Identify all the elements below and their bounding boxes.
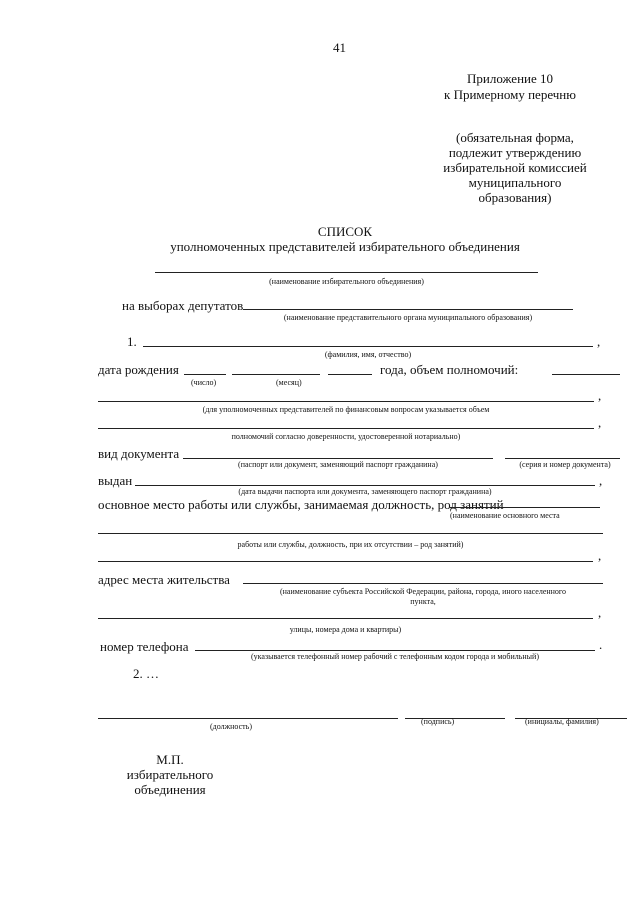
comma-5: , (598, 548, 602, 563)
elections-line (243, 309, 573, 310)
doc-series-line (505, 458, 620, 459)
doc-caption: (паспорт или документ, заменяющий паспорт гражданина) (238, 460, 438, 469)
initials-caption: (инициалы, фамилия) (525, 717, 599, 726)
stamp-line-3: объединения (134, 782, 206, 797)
document-subtitle: уполномоченных представителей избирательного объединения (170, 239, 520, 254)
note-line-3: избирательной комиссией (443, 160, 587, 175)
phone-label: номер телефона (100, 639, 189, 654)
position-line (98, 718, 398, 719)
appendix-subtitle: к Примерному перечню (444, 87, 576, 102)
powers-caption-1: (для уполномоченных представителей по финансовым вопросам указывается объем (202, 405, 490, 414)
birth-month-line (232, 374, 320, 375)
powers-line-2 (98, 401, 594, 402)
issued-label: выдан (98, 473, 133, 488)
doc-type-line (183, 458, 493, 459)
stamp-line-2: избирательного (126, 767, 214, 782)
series-caption: (серия и номер документа) (519, 460, 611, 469)
comma-6: , (598, 605, 602, 620)
association-caption: (наименование избирательного объединения) (269, 277, 424, 286)
association-line (155, 272, 538, 273)
page-number: 41 (333, 40, 346, 55)
year-label: года, объем полномочий: (380, 362, 519, 377)
elections-caption: (наименование представительного органа муниципального образования) (283, 313, 533, 322)
position-caption: (должность) (210, 722, 252, 731)
birth-day-line (184, 374, 226, 375)
comma-1: , (597, 334, 601, 349)
work-label: основное место работы или службы, занимаемая должность, род занятий (98, 497, 504, 512)
work-line-1 (98, 533, 603, 534)
document-title: СПИСОК (317, 224, 373, 239)
entry-number-2: 2. … (133, 666, 159, 681)
address-caption-1: (наименование субъекта Российской Федерации, района, города, иного населенного (279, 587, 567, 596)
stamp-mp: М.П. (156, 752, 184, 767)
name-caption: (фамилия, имя, отчество) (324, 350, 412, 359)
appendix-title: Приложение 10 (466, 71, 554, 86)
doc-label: вид документа (98, 446, 180, 461)
note-line-4: муниципального (468, 175, 562, 190)
address-label: адрес места жительства (98, 572, 230, 587)
note-line-5: образования) (478, 190, 552, 205)
phone-caption: (указывается телефонный номер рабочий с телефонным кодом города и мобильный) (250, 652, 539, 661)
address-caption-3: улицы, номера дома и квартиры) (289, 625, 402, 634)
elections-label: на выборах депутатов (122, 298, 244, 313)
comma-2: , (598, 388, 602, 403)
powers-line-1 (552, 374, 620, 375)
day-caption: (число) (191, 378, 217, 387)
issued-caption: (дата выдачи паспорта или документа, заменяющего паспорт гражданина) (238, 487, 492, 496)
name-line (143, 346, 593, 347)
comma-4: , (599, 473, 603, 488)
sign-caption: (подпись) (421, 717, 455, 726)
birth-year-line (328, 374, 372, 375)
period-1: . (599, 637, 603, 652)
work-caption-1: (наименование основного места (450, 511, 560, 520)
sign-line (405, 718, 505, 719)
address-line-1 (243, 583, 603, 584)
address-line-0 (98, 561, 593, 562)
note-line-1: (обязательная форма, (456, 130, 574, 145)
note-line-2: подлежит утверждению (448, 145, 582, 160)
month-caption: (месяц) (276, 378, 302, 387)
birth-label: дата рождения (98, 362, 179, 377)
issued-line (135, 485, 595, 486)
work-caption-2: работы или службы, должность, при их отсутствии – род занятий) (237, 540, 464, 549)
phone-line (195, 650, 595, 651)
powers-caption-2: полномочий согласно доверенности, удостоверенной нотариально) (231, 432, 461, 441)
address-line-2 (98, 618, 593, 619)
entry-number-1: 1. (127, 334, 137, 349)
work-line-top (450, 507, 600, 508)
powers-line-3 (98, 428, 594, 429)
address-caption-2: пункта, (410, 597, 436, 606)
comma-3: , (598, 415, 602, 430)
